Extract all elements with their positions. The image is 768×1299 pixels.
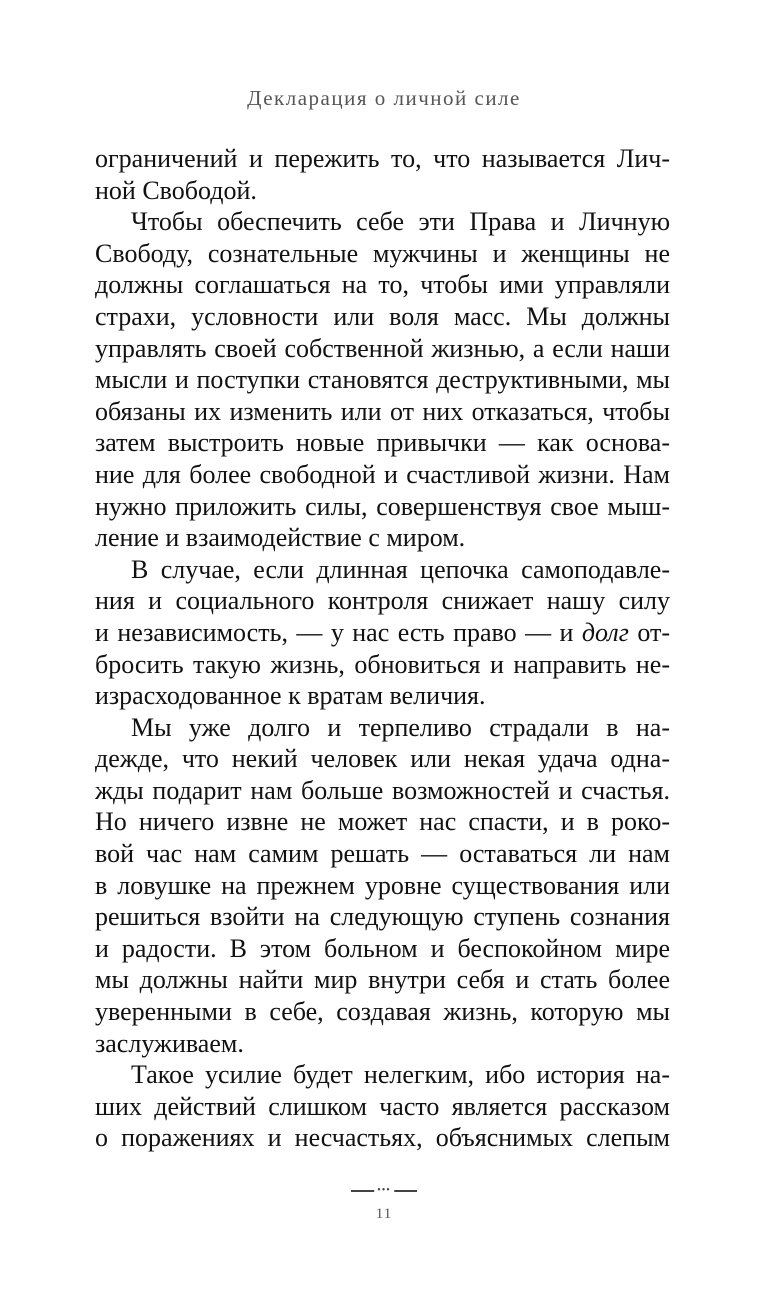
text-line: Свободу, сознательные мужчины и женщины не — [95, 238, 670, 268]
text-line: ной Свободой. — [95, 175, 257, 205]
text-line: Мы уже долго и терпеливо страдали в на- — [131, 712, 670, 742]
text-line: нужно приложить силы, совершенствуя свое мыш- — [95, 491, 670, 521]
text-run: и независимость, — у нас есть право — и — [95, 617, 582, 647]
text-line: о поражениях и несчастьях, объяснимых слепым — [95, 1123, 670, 1153]
text-line-with-emphasis — [95, 617, 670, 649]
text-line: ление и взаимодействие с миром. — [95, 523, 466, 553]
text-line: в ловушке на прежнем уровне существования или — [95, 870, 670, 900]
text-line: должны соглашаться на то, чтобы ими управляли — [95, 270, 670, 300]
text-line: уверенными в себе, создавая жизнь, которую мы — [95, 997, 670, 1027]
text-line: и радости. В этом больном и беспокойном мире — [95, 933, 670, 963]
text-line: В случае, если длинная цепочка самоподавле- — [131, 554, 670, 584]
page-footer — [0, 1185, 768, 1223]
text-line: решиться взойти на следующую ступень сознания — [95, 902, 670, 932]
footer-rule — [351, 1185, 417, 1196]
body-text — [95, 143, 670, 1154]
running-header: Декларация о личной силе — [247, 86, 521, 110]
paragraph-1 — [95, 143, 670, 206]
text-line: мы должны найти мир внутри себя и стать более — [95, 965, 670, 995]
text-line: израсходованное к вратам величия. — [95, 681, 486, 711]
text-line: дежде, что некий человек или некая удача одна- — [95, 744, 670, 774]
text-line: мысли и поступки становятся деструктивными, мы — [95, 365, 670, 395]
paragraph-2 — [95, 206, 670, 554]
emphasis-word: долг — [581, 617, 629, 647]
text-line: обязаны их изменить или от них отказаться, чтобы — [95, 396, 670, 426]
text-run: от- — [628, 617, 670, 647]
text-line: жды подарит нам больше возможностей и счастья. — [95, 775, 670, 805]
text-line: ших действий слишком часто является рассказом — [95, 1091, 670, 1121]
page-number: 11 — [375, 1206, 393, 1222]
text-line: ние для более свободной и счастливой жизни. Нам — [95, 459, 670, 489]
text-line: затем выстроить новые привычки — как основа- — [95, 428, 670, 458]
footer-ornament: ••• — [374, 1187, 394, 1195]
text-line: бросить такую жизнь, обновиться и направить не- — [95, 649, 670, 679]
paragraph-4 — [95, 712, 670, 1060]
text-line: Но ничего извне не может нас спасти, и в роко- — [95, 807, 670, 837]
text-line: страхи, условности или воля масс. Мы должны — [95, 301, 670, 331]
text-line: Чтобы обеспечить себе эти Права и Личную — [131, 207, 670, 237]
paragraph-5 — [95, 1059, 670, 1154]
text-line: заслуживаем. — [95, 1028, 244, 1058]
text-line: Такое усилие будет нелегким, ибо история на- — [131, 1060, 670, 1090]
paragraph-3 — [95, 554, 670, 712]
text-line: ния и социального контроля снижает нашу силу — [95, 586, 670, 616]
text-line: вой час нам самим решать — оставаться ли нам — [95, 839, 670, 869]
text-line: управлять своей собственной жизнью, а если наши — [95, 333, 670, 363]
text-line: ограничений и пережить то, что называется Лич- — [95, 144, 670, 173]
